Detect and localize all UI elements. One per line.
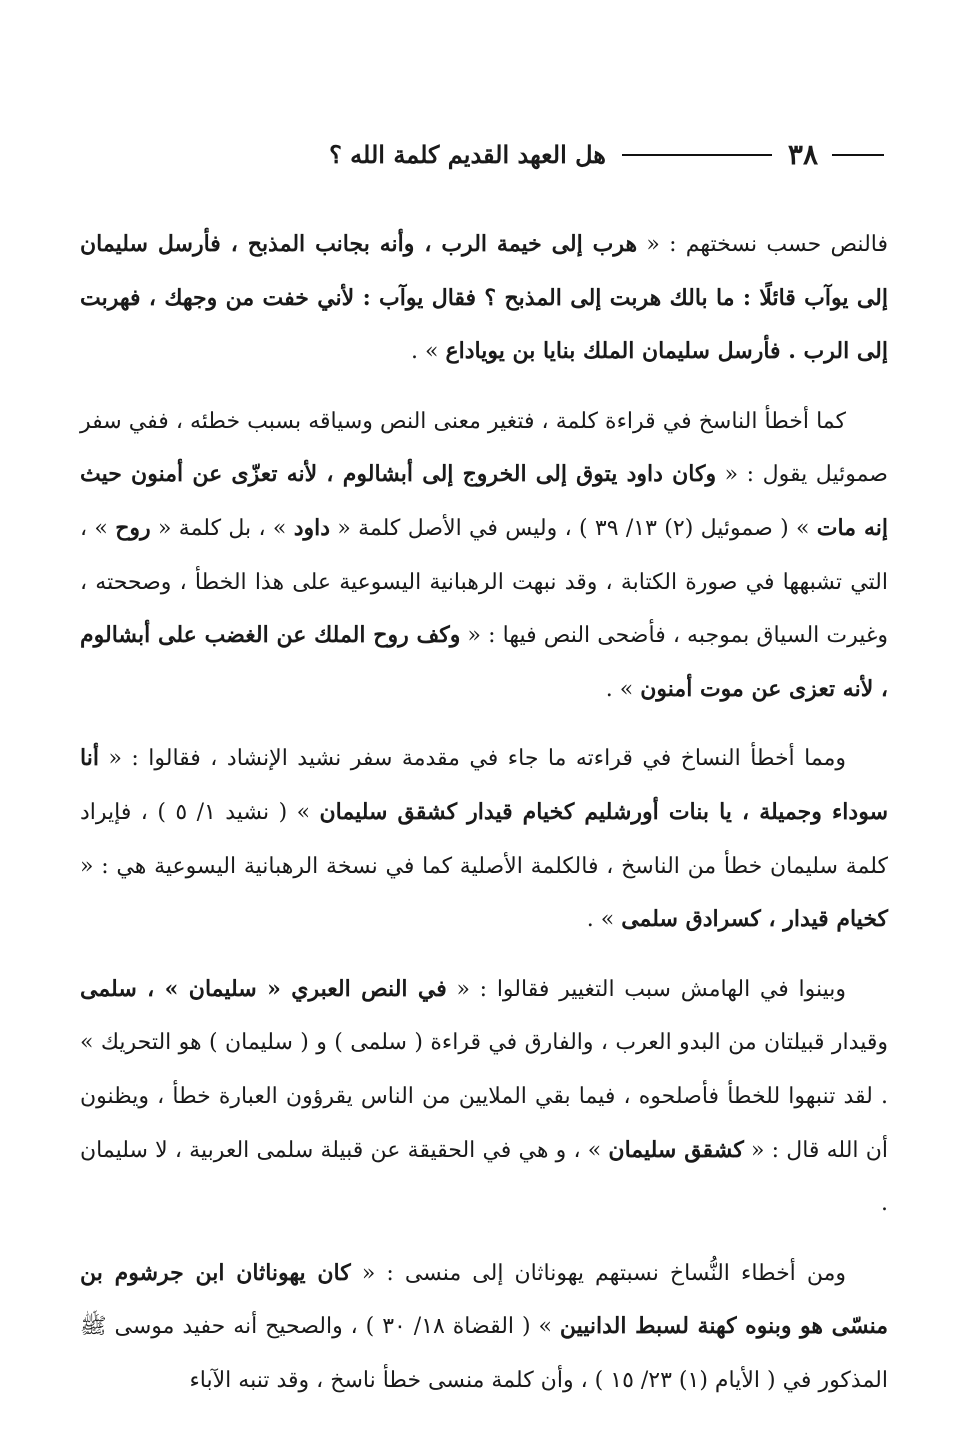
- paragraph-text: كما أخطأ الناسخ في قراءة كلمة ، فتغير معنى النص وسياقه بسبب خطئه ، ففي سفر صموئيل يقول : «: [80, 408, 888, 488]
- paragraph-text: » ( صموئيل (٢) ١٣/ ٣٩ ) ، وليس في الأصل كلمة «: [330, 515, 817, 541]
- quoted-text: وكان داود يتوق إلى الخروج إلى أبشالوم ، لأنه تعزّى عن أمنون حيث إنه مات: [80, 461, 889, 541]
- quoted-text: كخيام قيدار ، كسرادق سلمى: [621, 906, 888, 933]
- paragraph-text: » .: [586, 907, 622, 933]
- quoted-text: في النص العبري « سليمان » ، سلمى: [80, 975, 447, 1002]
- paragraph: [80, 395, 888, 717]
- paragraph-text: ومن أخطاء النُّساخ نسبتهم يهوناثان إلى منسى : «: [350, 1260, 847, 1286]
- paragraph-text: » ( القضاة ١٨/ ٣٠ ) ، والصحيح أنه حفيد موسى ﷺ المذكور في ( الأيام (١) ٢٣/ ١٥ ) ، وأن كلمة منسى خطأ ناسخ ، وقد تنبه الآباء: [80, 1314, 888, 1393]
- paragraph-text: » ( نشيد ١/ ٥ ) ، فإيراد كلمة سليمان خطأ من الناسخ ، فالكلمة الأصلية كما في نسخة الرهبانية اليسوعية هي : «: [80, 799, 888, 879]
- paragraph-text: وقيدار قبيلتان من البدو العرب ، والفارق في قراءة ( سلمى ) و ( سليمان ) هو التحريك » . لقد تنبهوا للخطأ فأصلحوه ، فيما بقي الملايين من الناس يقرؤون العبارة خطأ ، ويظنون أن الله قال : «: [80, 1030, 888, 1163]
- paragraph-text: » .: [411, 339, 446, 365]
- quoted-text: أنا سوداء وجميلة ، يا بنات أورشليم كخيام قيدار كشقق سليمان: [80, 745, 888, 825]
- quoted-text: روح: [115, 514, 151, 541]
- header-rule-middle: [622, 154, 772, 156]
- paragraph: [80, 1247, 888, 1408]
- body-text: [80, 218, 888, 1423]
- paragraph-text: » ، بل كلمة «: [150, 515, 294, 541]
- paragraph: [80, 218, 888, 379]
- quoted-text: وكف روح الملك عن الغضب على أبشالوم ، لأنه تعزى عن موت أمنون: [80, 622, 888, 702]
- paragraph: [80, 963, 888, 1231]
- paragraph-text: » ، التي تشبهها في صورة الكتابة ، وقد نبهت الرهبانية اليسوعية على هذا الخطأ ، وصححته ، وغيرت السياق بموجبه ، فأضحى النص فيها : «: [80, 515, 888, 649]
- quoted-text: هرب إلى خيمة الرب ، وأنه بجانب المذبح ، فأرسل سليمان إلى يوآب قائلًا : ما بالك هربت إلى المذبح ؟ فقال يوآب : لأني خفت من وجهك ، فهربت إلى الرب . فأرسل سليمان الملك بنايا بن يوياداع: [80, 231, 888, 365]
- quoted-text: كشقق سليمان: [608, 1136, 744, 1163]
- running-header: [84, 132, 884, 178]
- paragraph-text: » .: [605, 676, 641, 702]
- quoted-text: كان يهوناثان ابن جرشوم بن منسّى هو وبنوه كهنة لسبط الدانيين: [80, 1259, 888, 1340]
- quoted-text: داود: [293, 514, 331, 541]
- paragraph-text: فالنص حسب نسختهم : «: [637, 232, 888, 257]
- paragraph: [80, 732, 888, 946]
- paragraph-text: » ، و هي في الحقيقة عن قبيلة سلمى العربية ، لا سليمان .: [80, 1137, 888, 1217]
- page-number: ٣٨: [787, 138, 818, 171]
- paragraph-text: وبينوا في الهامش سبب التغيير فقالوا : «: [446, 976, 847, 1002]
- paragraph-text: ومما أخطأ النساخ في قراءته ما جاء في مقدمة سفر نشيد الإنشاد ، فقالوا : «: [98, 746, 846, 772]
- header-rule-right: [832, 154, 884, 156]
- book-title: هل العهد القديم كلمة الله ؟: [329, 140, 606, 169]
